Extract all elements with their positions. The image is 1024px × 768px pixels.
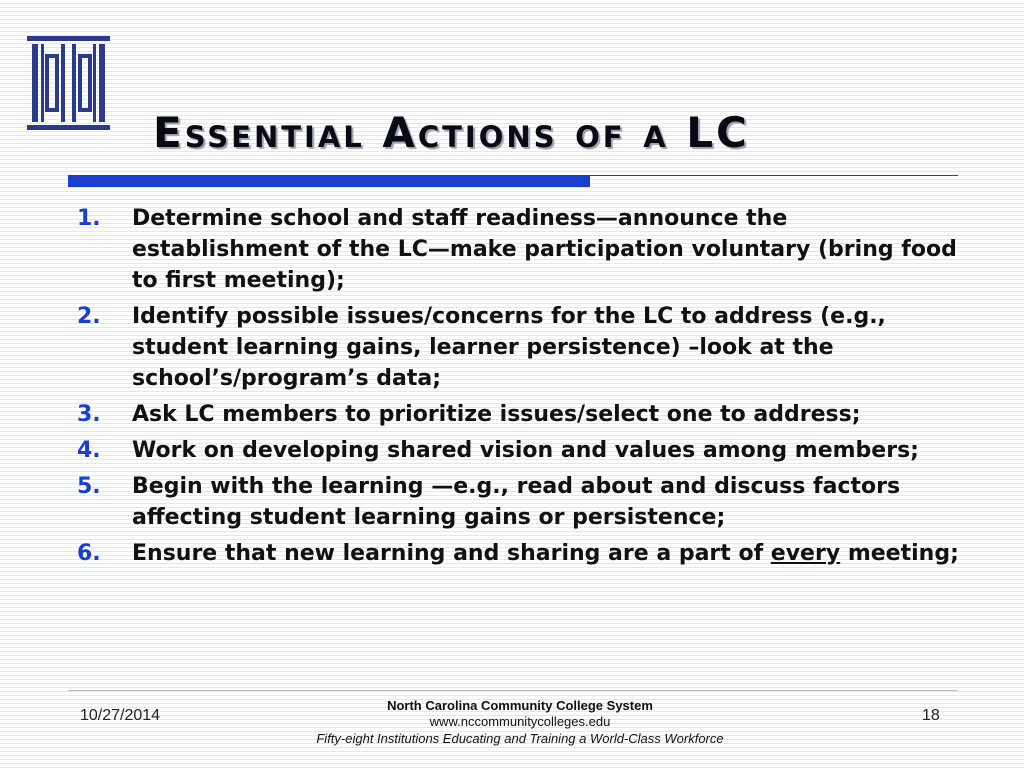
item-number: 4. [77,438,101,463]
item-text: Begin with the learning —e.g., read about and discuss factors affecting student learning gains or persistence; [132,474,901,530]
footer-divider [68,690,958,691]
title-underline-line [590,175,958,176]
list-item [72,471,962,533]
item-text-after: meeting; [840,541,959,566]
item-text: Work on developing shared vision and values among members; [132,438,919,463]
item-number: 1. [77,206,101,231]
emphasis-word: every [770,541,841,566]
list-item [72,301,962,394]
list-item [72,399,962,430]
slide-title: Essential Actions of a LC [153,108,750,157]
item-number: 6. [77,541,101,566]
item-text: Ask LC members to prioritize issues/select one to address; [132,402,861,427]
item-text: Identify possible issues/concerns for the LC to address (e.g., student learning gains, learner persistence) –look at the school’s/program’s data; [132,304,886,391]
footer-center [240,697,800,747]
nccs-logo-icon [27,36,110,130]
item-text: Determine school and staff readiness—announce the establishment of the LC—make participation voluntary (bring food to first meeting); [132,206,957,293]
list-item [72,203,962,296]
footer-tagline: Fifty-eight Institutions Educating and Training a World-Class Workforce [316,731,724,746]
list-item [72,538,962,569]
footer-date: 10/27/2014 [80,707,161,724]
title-underline-bar [68,175,590,187]
item-text-before: Ensure that new learning and sharing are a part of [132,541,771,566]
footer-url: www.nccommunitycolleges.edu [429,714,611,729]
item-number: 2. [77,304,101,329]
page-number: 18 [922,707,940,724]
footer-org: North Carolina Community College System [387,698,653,713]
action-list [72,203,962,574]
item-text [132,538,959,569]
list-item [72,435,962,466]
item-number: 5. [77,474,101,499]
item-number: 3. [77,402,101,427]
